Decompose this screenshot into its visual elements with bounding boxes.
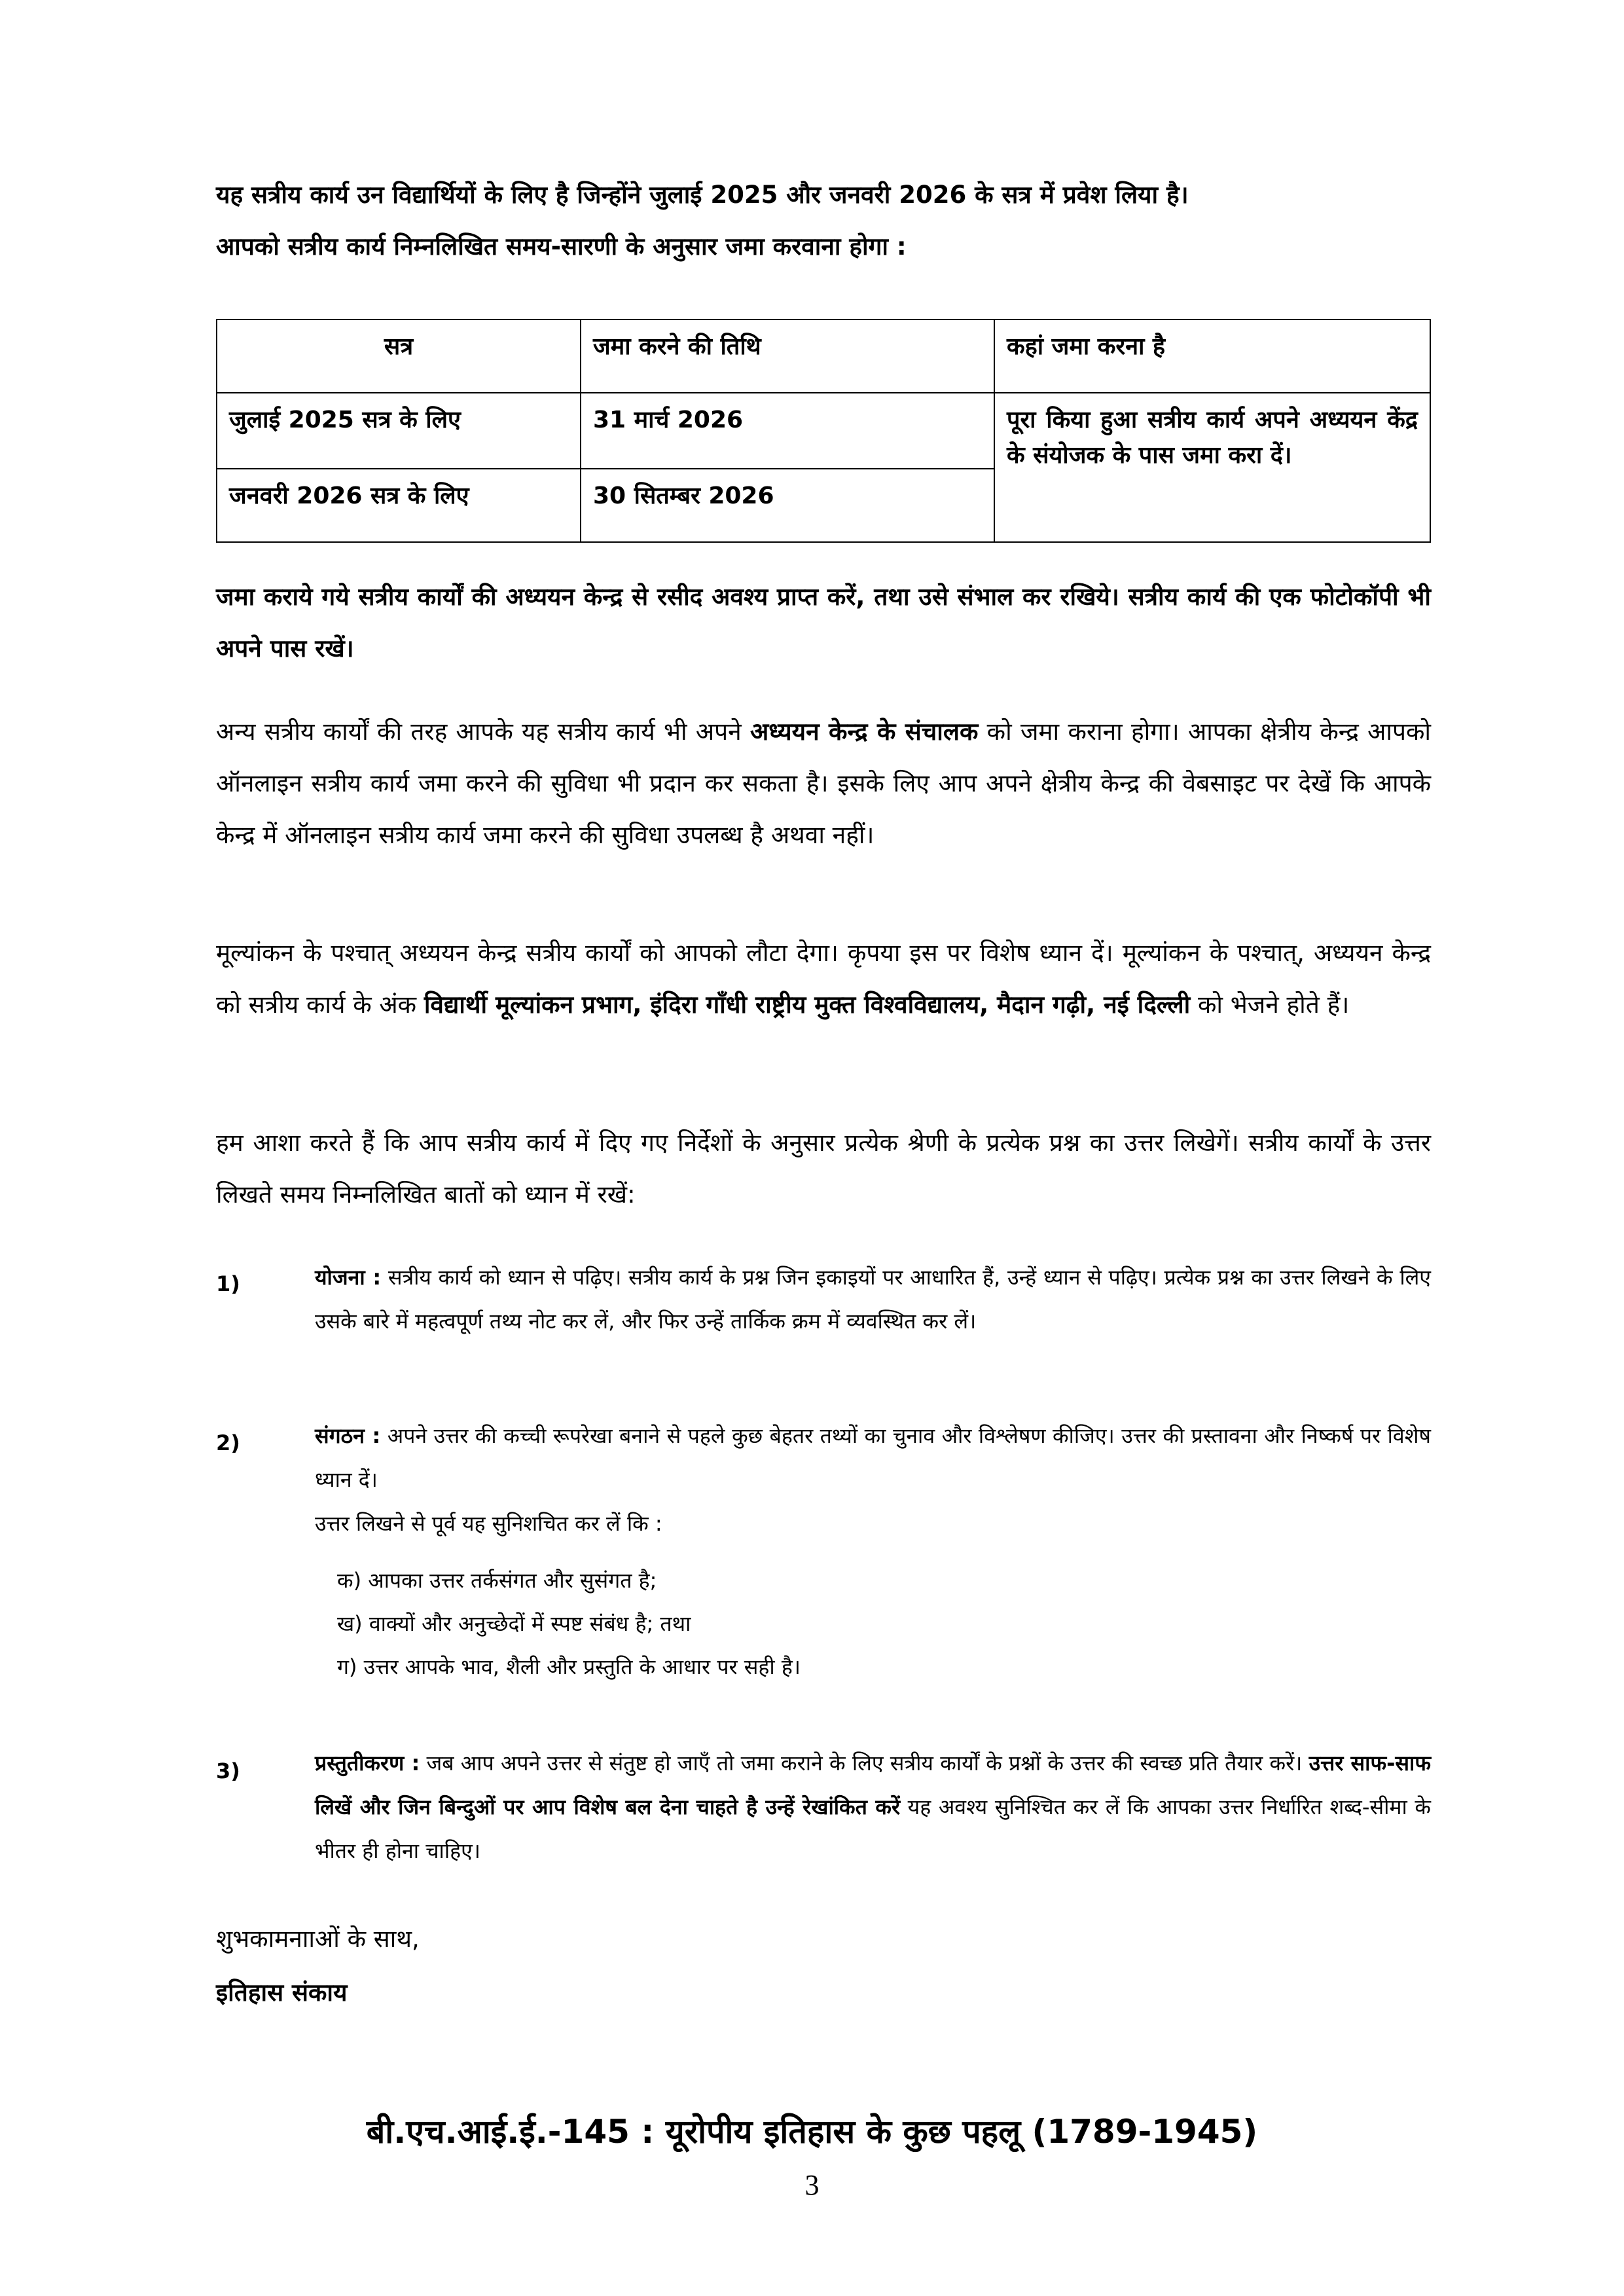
intro-line-1: यह सत्रीय कार्य उन विद्यार्थियों के लिए है जिन्होंने जुलाई 2025 और जनवरी 2026 के सत्र में प्रवेश लिया है। bbox=[216, 181, 1189, 209]
header-where: कहां जमा करना है bbox=[994, 319, 1430, 393]
point-text: जब आप अपने उत्तर से संतुष्ट हो जाएँ तो जमा कराने के लिए सत्रीय कार्यों के प्रश्नों के उत्तर की स्वच्छ प्रति तैयार करें। bbox=[420, 1751, 1309, 1776]
faculty-signature: इतिहास संकाय bbox=[216, 1978, 348, 2007]
evaluation-text-1: मूल्यांकन के पश्चात् अध्ययन केन्द्र सत्रीय कार्यों को आपको लौटा देगा। कृपया इस पर विशेष ध्यान दें। मूल्यांकन के पश्चात्, अध्ययन केन्द्र को सत्रीय कार्य के अंक bbox=[216, 939, 1431, 1019]
evaluation-paragraph bbox=[216, 927, 1431, 1030]
point-planning bbox=[315, 1256, 1431, 1343]
row-session: जनवरी 2026 सत्र के लिए bbox=[217, 469, 581, 542]
intro-line-2: आपको सत्रीय कार्य निम्नलिखित समय-सारणी के अनुसार जमा करवाना होगा : bbox=[216, 232, 907, 261]
header-session: सत्र bbox=[217, 319, 581, 393]
where-cell: पूरा किया हुआ सत्रीय कार्य अपने अध्ययन केंद्र के संयोजक के पास जमा करा दें। bbox=[994, 393, 1430, 542]
point-number: 2) bbox=[216, 1430, 240, 1455]
row-session: जुलाई 2025 सत्र के लिए bbox=[217, 393, 581, 469]
point-label: प्रस्तुतीकरण : bbox=[315, 1751, 420, 1776]
point-label: संगठन : bbox=[315, 1423, 381, 1448]
point-number: 3) bbox=[216, 1758, 240, 1783]
point-text-2: यह अवश्य सुनिश्चित कर लें कि आपका उत्तर निर्धारित शब्द-सीमा के भीतर ही होना चाहिए। bbox=[315, 1795, 1431, 1863]
evaluation-bold: विद्यार्थी मूल्यांकन प्रभाग, इंदिरा गाँधी राष्ट्रीय मुक्त विश्वविद्यालय, मैदान गढ़ी, नई दिल्ली bbox=[424, 991, 1191, 1019]
point-text: अपने उत्तर की कच्ची रूपरेखा बनाने से पहले कुछ बेहतर तथ्यों का चुनाव और विश्लेषण कीजिए। उत्तर की प्रस्तावना और निष्कर्ष पर विशेष ध्यान दें। bbox=[315, 1423, 1431, 1492]
row-date: 30 सितम्बर 2026 bbox=[581, 469, 994, 542]
submission-text-1: अन्य सत्रीय कार्यों की तरह आपके यह सत्रीय कार्य भी अपने bbox=[216, 718, 750, 746]
evaluation-text-2: को भेजने होते हैं। bbox=[1190, 991, 1350, 1019]
course-title: बी.एच.आई.ई.-145 : यूरोपीय इतिहास के कुछ पहलू (1789-1945) bbox=[366, 2113, 1258, 2151]
page-number: 3 bbox=[804, 2169, 820, 2201]
point-organization bbox=[315, 1414, 1431, 1546]
receipt-note: जमा कराये गये सत्रीय कार्यों की अध्ययन केन्द्र से रसीद अवश्य प्राप्त करें, तथा उसे संभाल कर रखिये। सत्रीय कार्य की एक फोटोकॉपी भी अपने पास रखें। bbox=[216, 583, 1431, 663]
sub-item: ग) उत्तर आपके भाव, शैली और प्रस्तुति के आधार पर सही है। bbox=[337, 1654, 801, 1679]
submission-text-2: को जमा कराना होगा। आपका क्षेत्रीय केन्द्र आपको ऑनलाइन सत्रीय कार्य जमा करने की सुविधा भी प्रदान कर सकता है। इसके लिए आप अपने क्षेत्रीय केन्द्र की वेबसाइट पर देखें कि आपके केन्द्र में ऑनलाइन सत्रीय कार्य जमा करने की सुविधा उपलब्ध है अथवा नहीं। bbox=[216, 718, 1431, 849]
point-text: सत्रीय कार्य को ध्यान से पढ़िए। सत्रीय कार्य के प्रश्न जिन इकाइयों पर आधारित हैं, उन्हें ध्यान से पढ़िए। प्रत्येक प्रश्न का उत्तर लिखने के लिए उसके बारे में महत्वपूर्ण तथ्य नोट कर लें, और फिर उन्हें तार्किक क्रम में व्यवस्थित कर लें। bbox=[315, 1265, 1432, 1334]
submission-bold: अध्ययन केन्द्र के संचालक bbox=[750, 718, 979, 746]
table-row bbox=[217, 393, 1430, 469]
point-label: योजना : bbox=[315, 1265, 382, 1290]
submission-paragraph bbox=[216, 706, 1431, 861]
hope-paragraph: हम आशा करते हैं कि आप सत्रीय कार्य में दिए गए निर्देशों के अनुसार प्रत्येक श्रेणी के प्रत्येक प्रश्न का उत्तर लिखेगें। सत्रीय कार्यों के उत्तर लिखते समय निम्नलिखित बातों को ध्यान में रखें: bbox=[216, 1129, 1431, 1209]
point-presentation bbox=[315, 1741, 1431, 1873]
header-date: जमा करने की तिथि bbox=[581, 319, 994, 393]
point-bold: उत्तर साफ-साफ लिखें और जिन बिन्दुओं पर आप विशेष बल देना चाहते है उन्हें रेखांकित करें bbox=[315, 1751, 1432, 1819]
schedule-table bbox=[216, 319, 1431, 543]
sub-item: क) आपका उत्तर तर्कसंगत और सुसंगत है; bbox=[337, 1568, 657, 1593]
closing-line: शुभकामनााओं के साथ, bbox=[216, 1925, 420, 1953]
row-date: 31 मार्च 2026 bbox=[581, 393, 994, 469]
point-extra: उत्तर लिखने से पूर्व यह सुनिशचित कर लें कि : bbox=[315, 1511, 662, 1536]
point-number: 1) bbox=[216, 1271, 240, 1296]
sub-item: ख) वाक्यों और अनुच्छेदों में स्पष्ट संबंध है; तथा bbox=[337, 1611, 691, 1636]
intro-paragraph bbox=[216, 169, 1431, 272]
table-header-row bbox=[217, 319, 1430, 393]
